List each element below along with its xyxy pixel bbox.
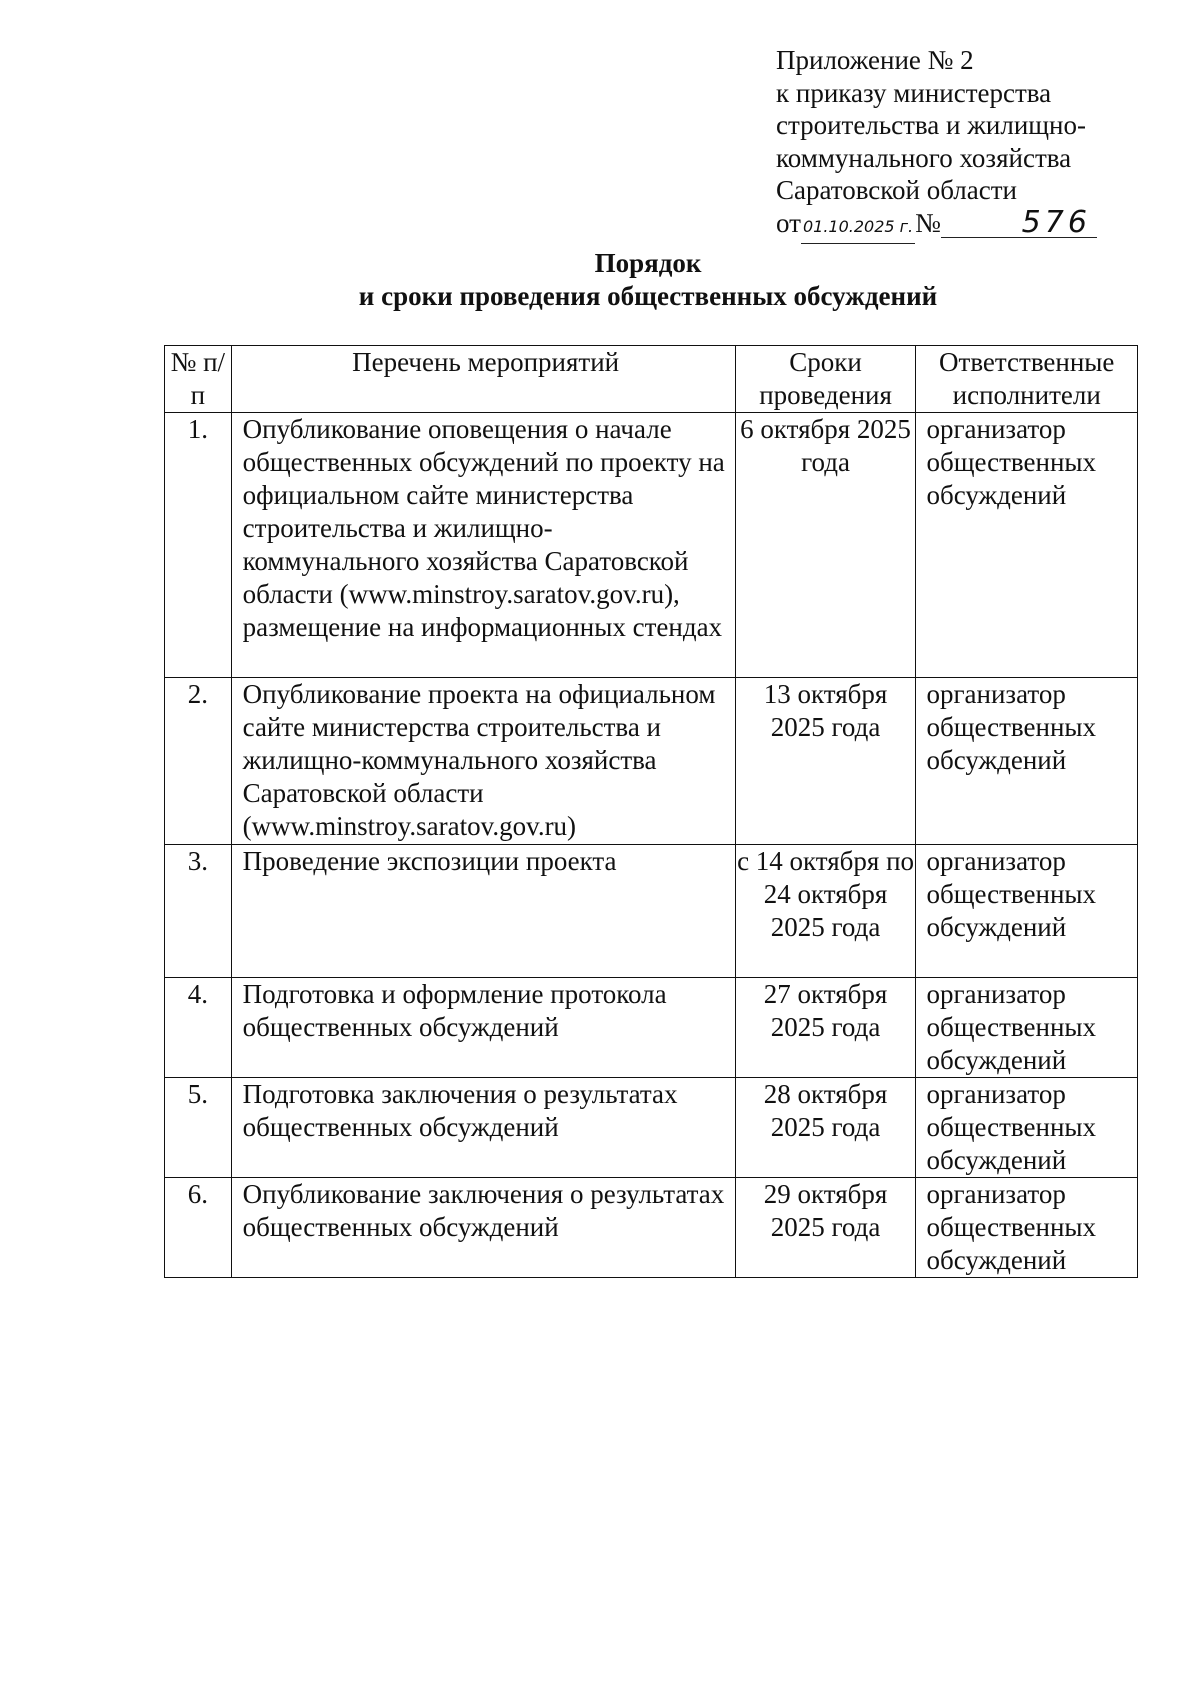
- row-responsible: организатор общественных обсуждений: [916, 413, 1138, 678]
- header-dates: Сроки проведения: [735, 346, 916, 413]
- row-num: 3.: [165, 845, 232, 978]
- handwritten-date: 01.10.2025 г.: [801, 211, 915, 245]
- handwritten-number: 576: [941, 209, 1097, 238]
- row-num: 1.: [165, 413, 232, 678]
- table-row: [165, 845, 1138, 978]
- row-num: 6.: [165, 1178, 232, 1278]
- row-responsible: организатор общественных обсуждений: [916, 978, 1138, 1078]
- date-prefix: от: [776, 207, 801, 238]
- number-prefix: №: [915, 207, 941, 238]
- row-num: 5.: [165, 1078, 232, 1178]
- header-responsible: Ответственные исполнители: [916, 346, 1138, 413]
- row-num: 4.: [165, 978, 232, 1078]
- header-activity: Перечень мероприятий: [231, 346, 735, 413]
- row-responsible: организатор общественных обсуждений: [916, 1178, 1138, 1278]
- table-row: [165, 413, 1138, 678]
- table-row: [165, 1078, 1138, 1178]
- row-dates: 13 октября 2025 года: [735, 678, 916, 845]
- table-row: [165, 978, 1138, 1078]
- table-header-row: [165, 346, 1138, 413]
- appendix-line: Саратовской области: [776, 175, 1017, 205]
- table-row: [165, 1178, 1138, 1278]
- row-dates: с 14 октября по 24 октября 2025 года: [735, 845, 916, 978]
- row-activity: Проведение экспозиции проекта: [231, 845, 735, 978]
- row-activity: Опубликование заключения о результатах общественных обсуждений: [231, 1178, 735, 1278]
- appendix-line: коммунального хозяйства: [776, 142, 1072, 173]
- row-responsible: организатор общественных обсуждений: [916, 1078, 1138, 1178]
- appendix-header: [776, 44, 1156, 244]
- row-dates: 28 октября 2025 года: [735, 1078, 916, 1178]
- row-dates: 29 октября 2025 года: [735, 1178, 916, 1278]
- row-activity: Опубликование проекта на официальном сайте министерства строительства и жилищно-коммунального хозяйства Саратовской области (www.minstroy.saratov.gov.ru): [231, 678, 735, 845]
- row-activity: Подготовка заключения о результатах общественных обсуждений: [231, 1078, 735, 1178]
- row-dates: 6 октября 2025 года: [735, 413, 916, 678]
- document-subtitle: и сроки проведения общественных обсуждений: [358, 281, 938, 311]
- row-dates: 27 октября 2025 года: [735, 978, 916, 1078]
- row-activity: Подготовка и оформление протокола общественных обсуждений: [231, 978, 735, 1078]
- table-row: [165, 678, 1138, 845]
- schedule-table: [164, 345, 1138, 1278]
- appendix-line: Приложение № 2: [776, 45, 974, 75]
- order-date-number-line: [776, 204, 1156, 245]
- row-responsible: организатор общественных обсуждений: [916, 678, 1138, 845]
- row-num: 2.: [165, 678, 232, 845]
- appendix-line: к приказу министерства: [776, 77, 1052, 108]
- header-num: № п/п: [165, 346, 232, 413]
- row-activity: Опубликование оповещения о начале общественных обсуждений по проекту на официальном сайте министерства строительства и жилищно-коммунального хозяйства Саратовской области (www.minstroy.saratov.gov.ru), размещение на информационных стендах: [231, 413, 735, 678]
- row-responsible: организатор общественных обсуждений: [916, 845, 1138, 978]
- appendix-line: строительства и жилищно-: [776, 110, 1086, 140]
- document-title: Порядок: [594, 248, 702, 278]
